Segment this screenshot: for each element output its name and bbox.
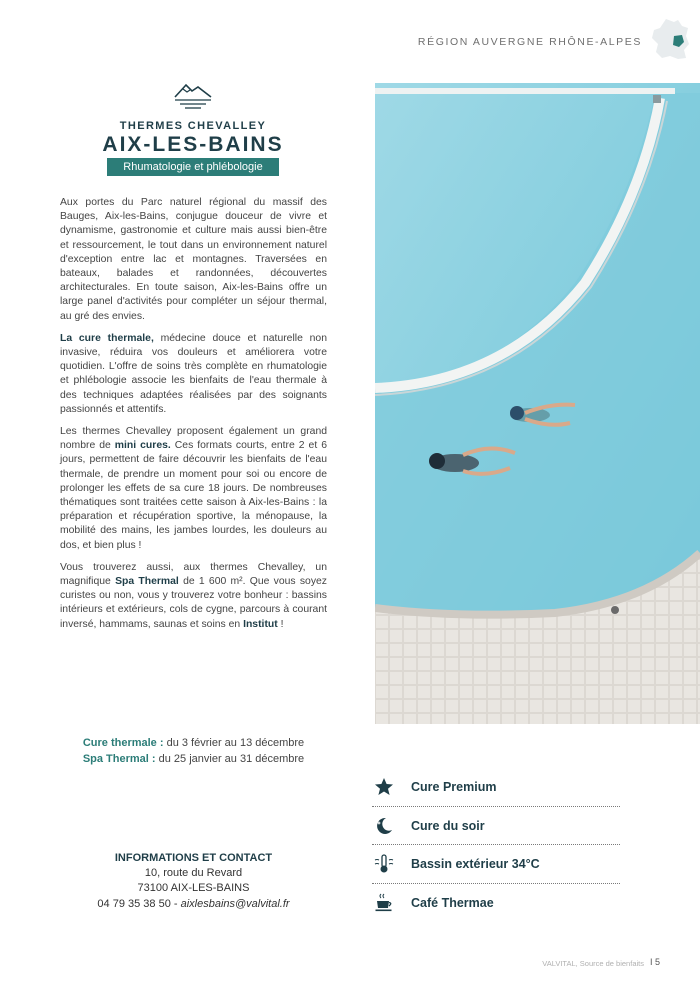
feature-item [372, 807, 620, 846]
region-label: RÉGION AUVERGNE RHÔNE-ALPES [417, 36, 642, 48]
contact-address-line-2: 73100 AIX-LES-BAINS [137, 882, 250, 895]
contact-email[interactable]: aixlesbains@valvital.fr [180, 897, 290, 910]
feature-item [372, 845, 620, 884]
contact-address-line-1: 10, route du Revard [144, 867, 243, 880]
moon-icon [374, 816, 394, 836]
pool-photo [375, 83, 700, 724]
footer-tagline: VALVITAL, Source de bienfaits [542, 959, 644, 968]
contact-phone: 04 79 35 38 50 [97, 897, 171, 910]
thermometer-icon [374, 854, 394, 874]
contact-block [60, 851, 327, 912]
specialty-badge: Rhumatologie et phlébologie [107, 158, 279, 176]
date-cure-thermale: Cure thermale : du 3 février au 13 décembre [82, 737, 305, 749]
intro-paragraph-2: La cure thermale, médecine douce et naturelle non invasive, réduira vos douleurs et améliorera votre quotidien. L'offre de soins très complète en rhumatologie et phlébologie associe les bienfaits de l'eau thermale à des techniques adaptées réalisées par des soignants passionnés et attentifs. [60, 332, 327, 415]
feature-item [372, 768, 620, 807]
brand-title: AIX-LES-BAINS [102, 133, 284, 156]
contact-title: INFORMATIONS ET CONTACT [114, 852, 273, 864]
feature-list [372, 768, 620, 921]
star-icon [374, 777, 394, 797]
feature-label: Café Thermae [411, 895, 494, 910]
feature-label: Cure du soir [411, 818, 485, 833]
intro-paragraph-3: Les thermes Chevalley proposent également un grand nombre de mini cures. Ces formats courts, entre 2 et 6 jours, permettent de faire découvrir les bienfaits de l'eau thermale, de prendre un moment pour soi ou encore de prolonger les effets de sa cure 18 jours. De nombreuses thématiques sont traitées cette saison à Aix-les-Bains : la préparation et récupération sportive, la ménopause, la mobilité des mains, les jambes lourdes, les douleurs au dos, et bien plus ! [60, 426, 327, 551]
mountain-lake-logo-icon [172, 82, 214, 112]
france-map-icon [648, 16, 692, 62]
feature-label: Cure Premium [411, 780, 497, 794]
brand-subtitle: THERMES CHEVALLEY [119, 120, 267, 132]
coffee-cup-icon [374, 893, 394, 913]
feature-label: Bassin extérieur 34°C [411, 857, 540, 871]
season-dates [60, 736, 327, 767]
intro-paragraph-1: Aux portes du Parc naturel régional du massif des Bauges, Aix-les-Bains, conjugue douceur de vivre et dynamisme, gastronomie et culture mais aussi bien-être et ressourcement, le tout dans un environnement naturel d'exception entre lac et montagnes. Traversées en bateaux, balades et randonnées, découvertes architecturales. En toute saison, Aix-les-Bains offre un large panel d'activités pour compléter un séjour thermal, au gré des envies. [60, 197, 327, 322]
feature-item [372, 884, 620, 922]
page-number: I 5 [649, 957, 660, 967]
intro-text [60, 196, 327, 640]
intro-paragraph-4: Vous trouverez aussi, aux thermes Chevalley, un magnifique Spa Thermal de 1 600 m². Que vous soyez curistes ou non, vous y trouverez votre bonheur : bassins intérieurs et extérieurs, cols de cygne, parcours à courant inversé, hammams, saunas et soins en Institut ! [60, 561, 327, 630]
date-spa-thermal: Spa Thermal : du 25 janvier au 31 décembre [82, 752, 305, 765]
contact-phone-email: 04 79 35 38 50 - aixlesbains@valvital.fr [97, 897, 290, 910]
